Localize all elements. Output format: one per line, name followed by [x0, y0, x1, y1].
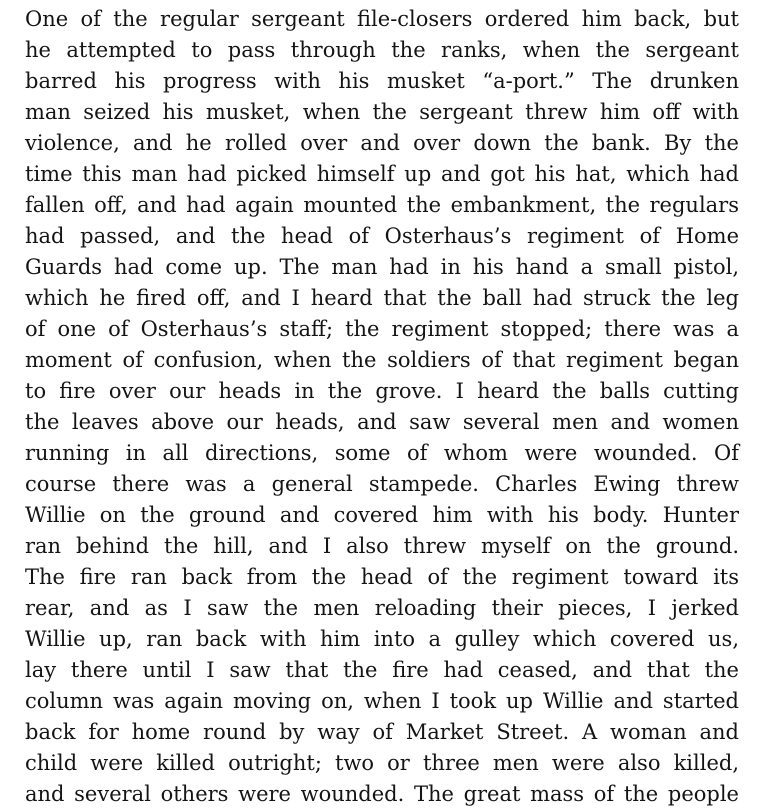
text-line-2: he attempted to pass through the ranks, when the sergeant — [25, 38, 739, 62]
text-line-6: time this man had picked himself up and got his hat, which had — [25, 162, 739, 186]
text-line-3: barred his progress with his musket “a-port.” The drunken — [25, 69, 739, 93]
text-line-21: Willie up, ran back with him into a gulley which covered us, — [25, 627, 739, 651]
text-line-12: moment of confusion, when the soldiers of that regiment began — [25, 348, 739, 372]
text-line-26: and several others were wounded. The great mass of the people — [25, 782, 739, 806]
text-line-14: the leaves above our heads, and saw several men and women — [25, 410, 739, 434]
text-line-25: child were killed outright; two or three men were also killed, — [25, 751, 739, 775]
text-line-7: fallen off, and had again mounted the embankment, the regulars — [25, 193, 739, 217]
text-line-10: which he fired off, and I heard that the ball had struck the leg — [25, 286, 739, 310]
text-line-24: back for home round by way of Market Street. A woman and — [25, 720, 739, 744]
text-line-18: ran behind the hill, and I also threw myself on the ground. — [25, 534, 739, 558]
text-line-8: had passed, and the head of Osterhaus’s regiment of Home — [25, 224, 739, 248]
text-line-11: of one of Osterhaus’s staff; the regiment stopped; there was a — [25, 317, 739, 341]
text-line-5: violence, and he rolled over and over down the bank. By the — [25, 131, 739, 155]
text-line-13: to fire over our heads in the grove. I heard the balls cutting — [25, 379, 739, 403]
text-line-16: course there was a general stampede. Charles Ewing threw — [25, 472, 739, 496]
text-line-17: Willie on the ground and covered him with his body. Hunter — [25, 503, 739, 527]
body-paragraph — [25, 4, 739, 810]
text-line-15: running in all directions, some of whom were wounded. Of — [25, 441, 739, 465]
text-line-9: Guards had come up. The man had in his hand a small pistol, — [25, 255, 739, 279]
text-line-20: rear, and as I saw the men reloading their pieces, I jerked — [25, 596, 739, 620]
text-line-4: man seized his musket, when the sergeant threw him off with — [25, 100, 739, 124]
text-line-19: The fire ran back from the head of the regiment toward its — [25, 565, 739, 589]
text-line-22: lay there until I saw that the fire had ceased, and that the — [25, 658, 739, 682]
document-page — [25, 4, 739, 810]
text-line-1: One of the regular sergeant file-closers ordered him back, but — [25, 7, 739, 31]
text-line-23: column was again moving on, when I took up Willie and started — [25, 689, 739, 713]
